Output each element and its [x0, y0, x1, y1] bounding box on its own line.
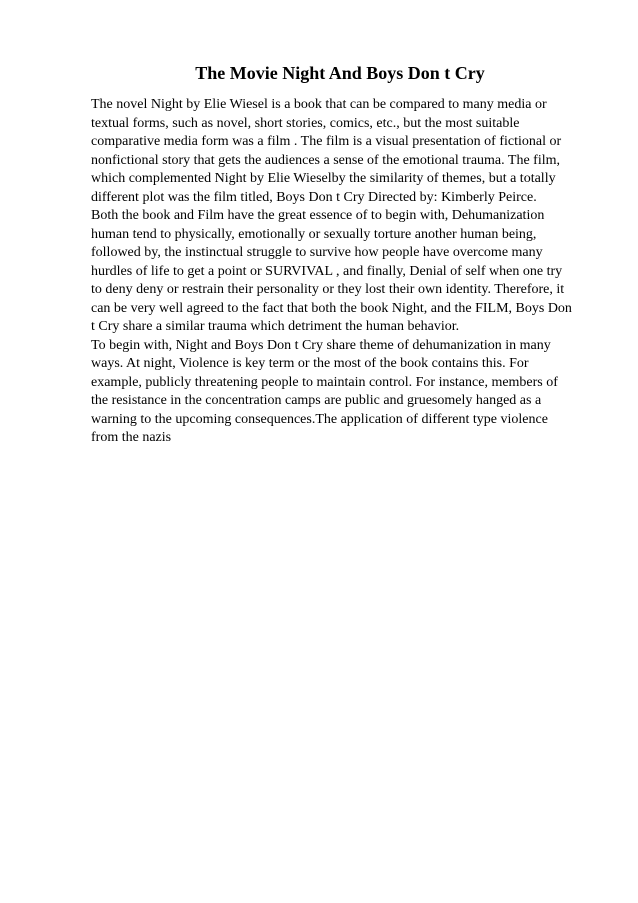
body-line: human tend to physically, emotionally or sexually torture another human being,: [91, 226, 537, 242]
body-line: Both the book and Film have the great essence of to begin with, Dehumanization: [91, 208, 545, 223]
body-line: ways. At night, Violence is key term or the most of the book contains this. For: [91, 356, 529, 371]
body-line: followed by, the instinctual struggle to survive how people have overcome many: [91, 245, 543, 260]
body-line: textual forms, such as novel, short stories, comics, etc., but the most suitable: [91, 115, 520, 131]
body-line: t Cry share a similar trauma which detriment the human behavior.: [91, 319, 460, 334]
body-line: different plot was the film titled, Boys Don t Cry Directed by: Kimberly Peirce.: [91, 189, 537, 205]
body-line: warning to the upcoming consequences.The application of different type violence: [91, 411, 548, 427]
body-line: example, publicly threatening people to maintain control. For instance, members of: [91, 374, 558, 390]
body-line: from the nazis: [91, 430, 172, 445]
body-line: can be very well agreed to the fact that both the book Night, and the FILM, Boys Don: [91, 300, 572, 316]
body-line: nonfictional story that gets the audiences a sense of the emotional trauma. The film,: [91, 152, 560, 168]
body-line: which complemented Night by Elie Wieselby the similarity of themes, but a totally: [91, 171, 556, 186]
body-line: comparative media form was a film . The film is a visual presentation of fictional or: [91, 134, 562, 149]
body-line: To begin with, Night and Boys Don t Cry share theme of dehumanization in many: [91, 337, 551, 353]
body-line: the resistance in the concentration camps are public and gruesomely hanged as a: [91, 393, 542, 408]
body-line: hurdles of life to get a point or SURVIVAL , and finally, Denial of self when one try: [91, 263, 563, 279]
body-line: The novel Night by Elie Wiesel is a book that can be compared to many media or: [91, 97, 547, 112]
document-body: [91, 96, 591, 448]
body-line: to deny deny or restrain their personality or they lost their own identity. Therefore, it: [91, 282, 565, 297]
document-title: The Movie Night And Boys Don t Cry: [195, 63, 485, 83]
